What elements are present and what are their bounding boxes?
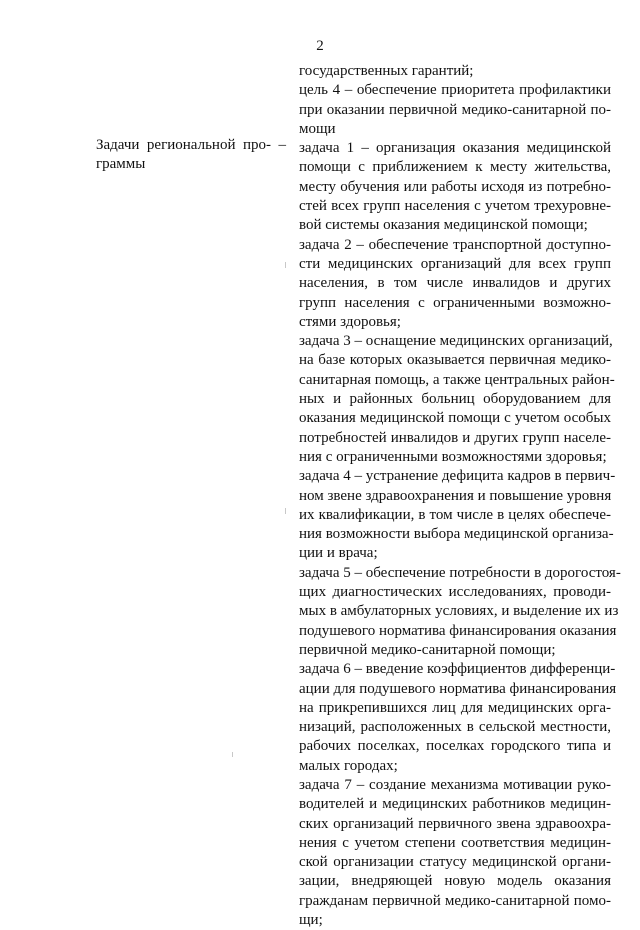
text-line: сти медицинских организаций для всех групп (299, 255, 611, 272)
text-line: подушевого норматива финансирования оказания (299, 622, 617, 639)
table-row-label (96, 136, 286, 175)
text-line: ных и районных больниц оборудованием для (299, 391, 611, 408)
text-line: на прикрепившихся лиц для медицинских орга- (299, 699, 611, 716)
text-line: оказания медицинской помощи с учетом особых (299, 410, 611, 427)
text-line: задача 6 – введение коэффициентов дифференци- (299, 661, 616, 678)
text-line: месту обучения или работы исходя из потребно- (299, 178, 611, 195)
text-line: групп населения с ограниченными возможно- (299, 294, 611, 311)
text-line: водителей и медицинских работников медицин- (299, 796, 611, 813)
text-line: ской организации статусу медицинской органи- (299, 854, 611, 871)
text-line: задача 3 – оснащение медицинских организаций, (299, 333, 613, 350)
tasks-text-column (299, 62, 621, 930)
paragraph (299, 776, 611, 930)
text-line: низаций, расположенных в сельской местности, (299, 719, 611, 736)
text-line: их квалификации, в том числе в целях обеспече- (299, 506, 611, 523)
text-line: задача 2 – обеспечение транспортной доступно- (299, 236, 611, 253)
text-line: ния с ограниченными возможностями здоровья; (299, 448, 607, 465)
text-line: потребностей инвалидов и других групп населе- (299, 429, 611, 446)
text-line: на базе которых оказывается первичная медико- (299, 352, 611, 369)
text-line: ции и врача; (299, 545, 378, 562)
paragraph (299, 81, 611, 139)
text-line: санитарная помощь, а также центральных район- (299, 371, 615, 388)
paragraph (299, 660, 617, 776)
label-line: Задачи региональной про- – (96, 137, 286, 153)
text-line: ния возможности выбора медицинской организа- (299, 526, 614, 543)
text-line: мощи (299, 120, 336, 137)
paragraph (299, 62, 611, 81)
text-line: вой системы оказания медицинской помощи; (299, 217, 588, 234)
label-line: граммы (96, 156, 146, 173)
paragraph (299, 236, 611, 332)
text-line: рабочих поселках, поселках городского типа и (299, 738, 611, 755)
paragraph (299, 139, 611, 235)
text-line: ских организаций первичного звена здравоохра- (299, 815, 611, 832)
scan-mark (285, 262, 286, 268)
scan-mark (232, 752, 233, 757)
text-line: помощи с приближением к месту жительства, (299, 159, 611, 176)
text-line: задача 5 – обеспечение потребности в дорогостоя- (299, 564, 621, 581)
text-line: задача 1 – организация оказания медицинской (299, 140, 611, 157)
text-line: щи; (299, 912, 323, 929)
text-line: при оказании первичной медико-санитарной по- (299, 101, 611, 118)
text-line: стей всех групп населения с учетом трехуровне- (299, 198, 611, 215)
text-line: стями здоровья; (299, 313, 401, 330)
paragraph (299, 467, 616, 563)
paragraph (299, 564, 621, 660)
text-line: задача 7 – создание механизма мотивации руко- (299, 776, 611, 793)
text-line: первичной медико-санитарной помощи; (299, 641, 556, 658)
paragraph (299, 332, 615, 467)
text-line: мых в амбулаторных условиях, и выделение их из (299, 603, 619, 620)
text-line: зации, внедряющей новую модель оказания (299, 873, 611, 890)
text-line: нения с учетом степени соответствия медицин- (299, 834, 611, 851)
text-line: ном звене здравоохранения и повышение уровня (299, 487, 612, 504)
text-line: государственных гарантий; (299, 63, 474, 79)
text-line: малых городах; (299, 757, 398, 774)
text-line: ации для подушевого норматива финансирования (299, 680, 617, 697)
scan-mark (285, 508, 286, 514)
text-line: гражданам первичной медико-санитарной помо- (299, 892, 611, 909)
text-line: задача 4 – устранение дефицита кадров в первич- (299, 468, 616, 485)
page-number: 2 (316, 38, 324, 54)
text-line: щих диагностических исследованиях, проводи- (299, 584, 611, 601)
text-line: населения, в том числе инвалидов и других (299, 275, 611, 292)
text-line: цель 4 – обеспечение приоритета профилактики (299, 82, 611, 99)
